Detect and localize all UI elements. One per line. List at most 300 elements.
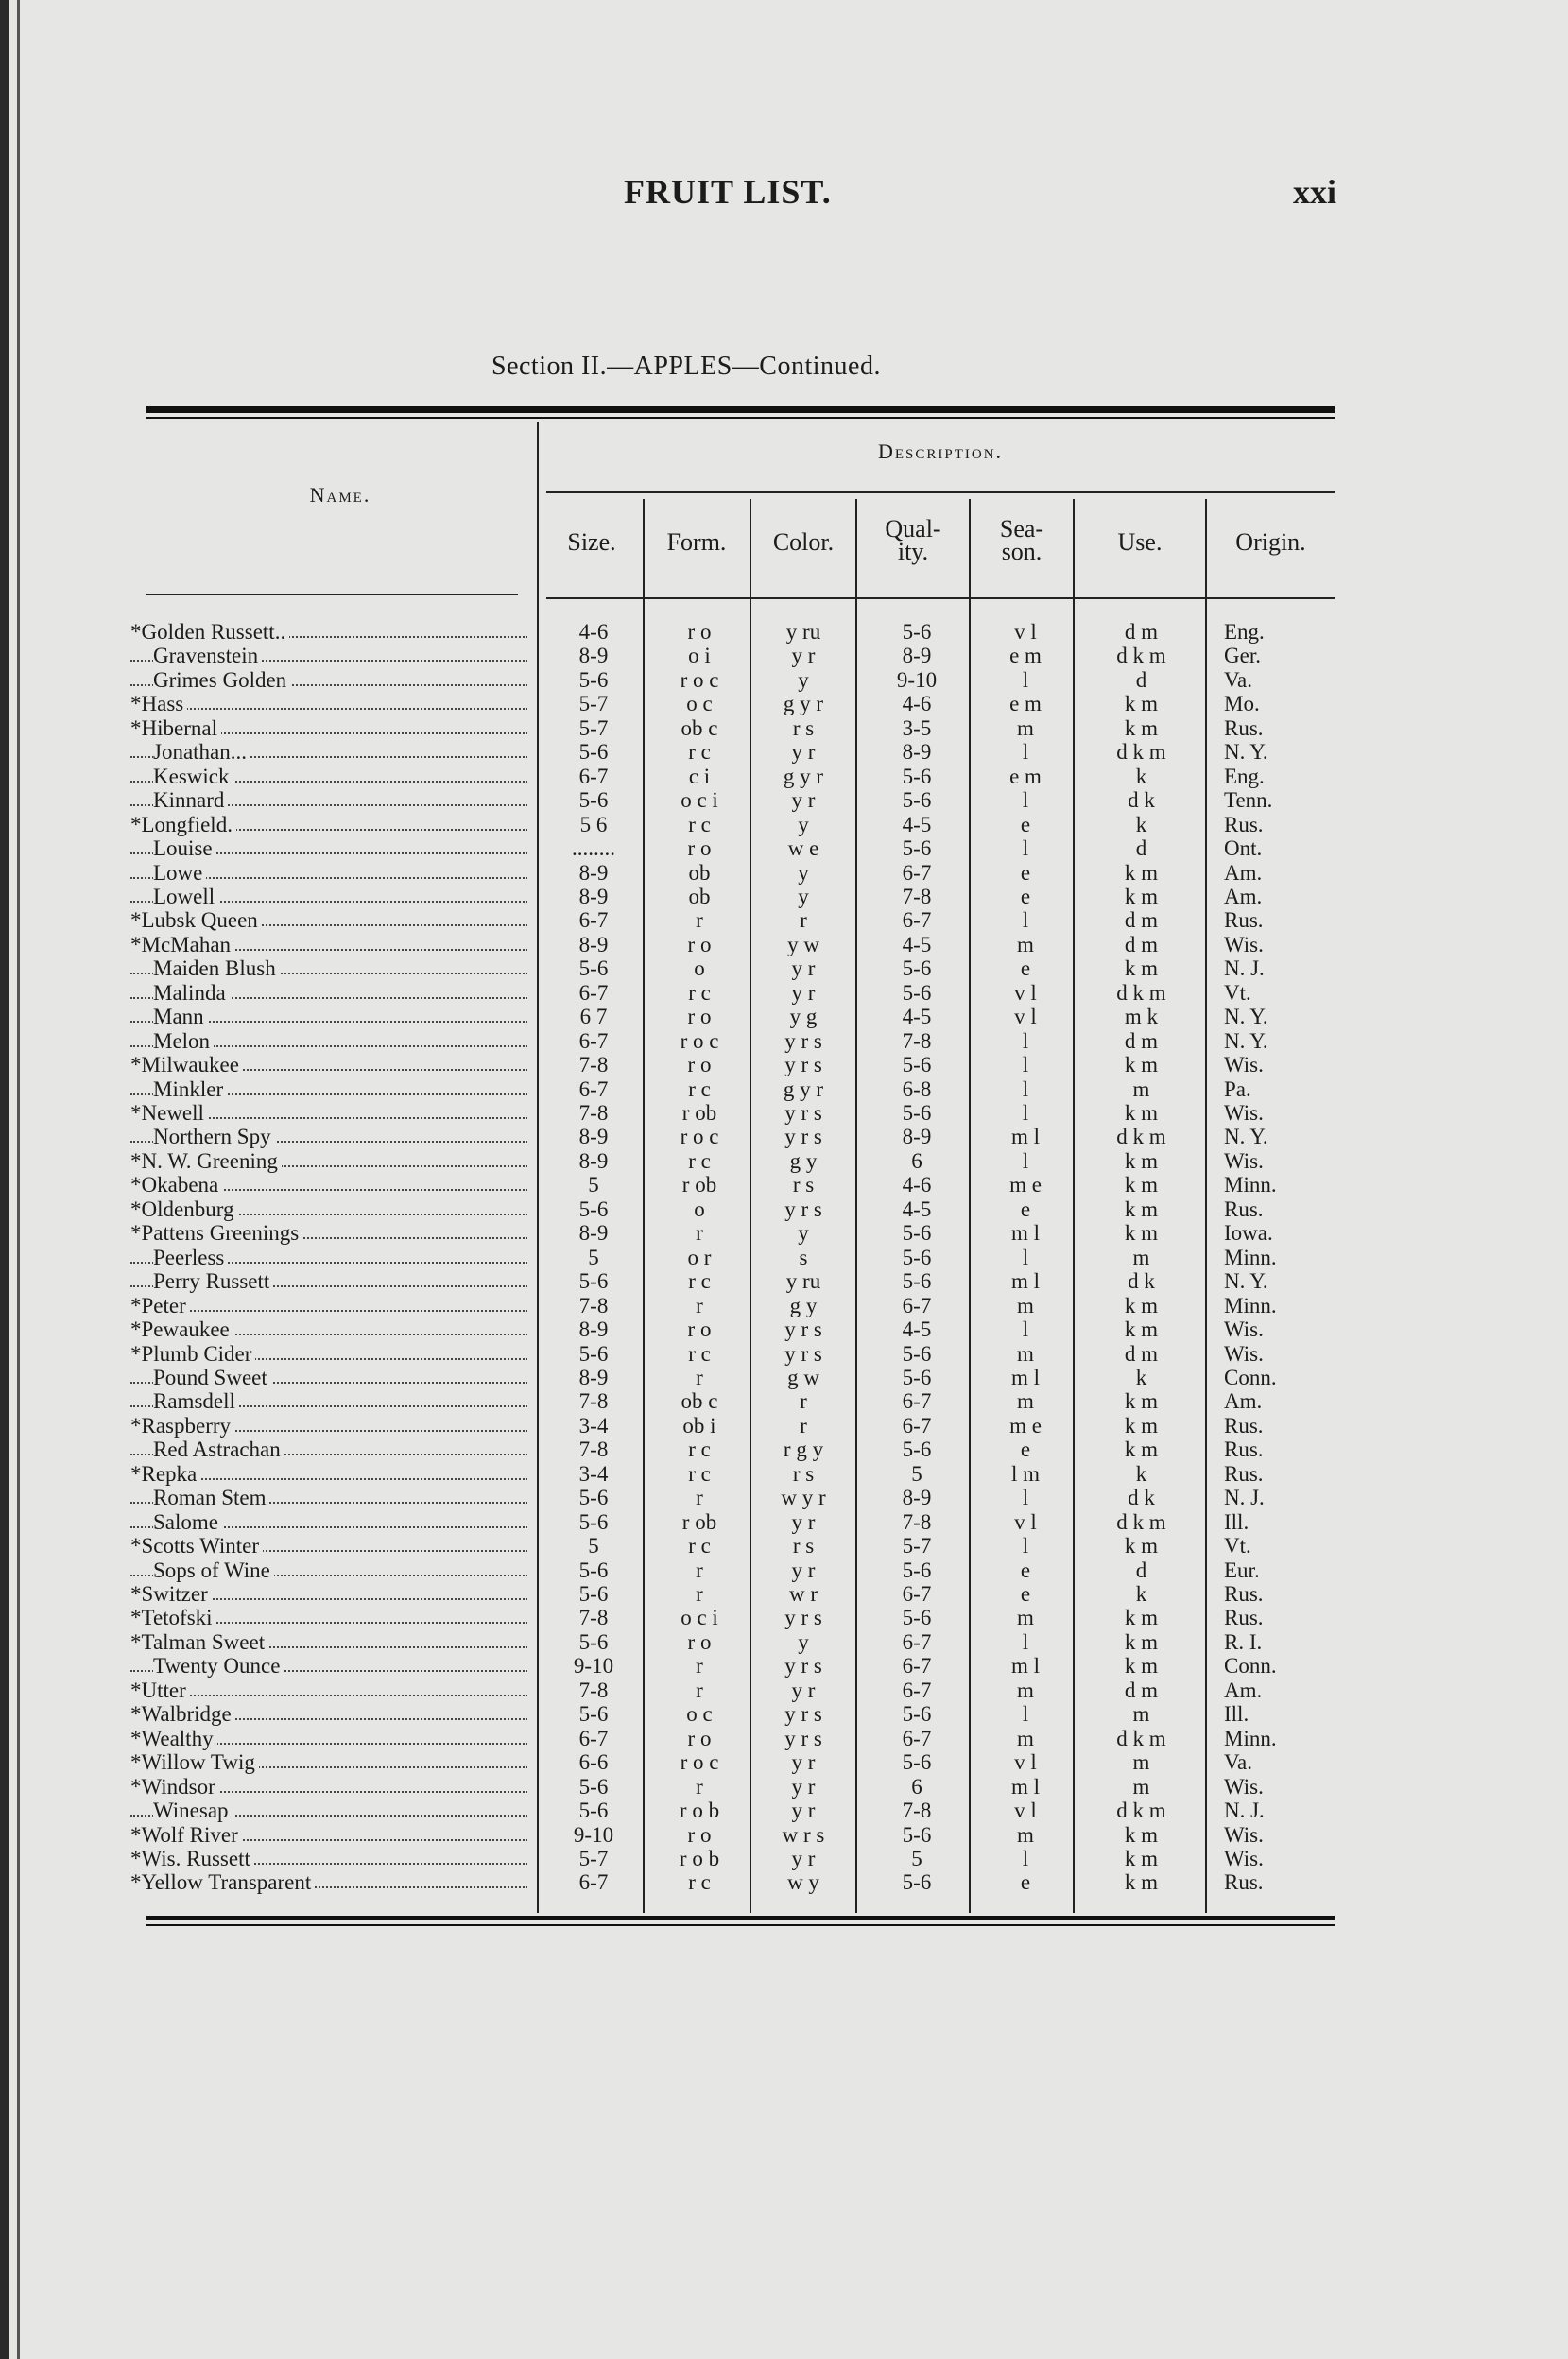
quality-cell: 4-5	[902, 812, 932, 836]
size-cell: 5	[588, 1245, 599, 1269]
origin-cell: R. I.	[1224, 1629, 1263, 1654]
size-cell: 8-9	[578, 1148, 609, 1173]
use-cell: d m	[1124, 1341, 1159, 1366]
use-cell: k m	[1124, 956, 1159, 981]
use-cell: k m	[1124, 1197, 1159, 1221]
origin-cell: Va.	[1224, 667, 1253, 692]
form-cell: r o	[687, 620, 712, 644]
use-cell: k m	[1124, 1606, 1159, 1630]
table-row	[0, 1269, 1568, 1293]
color-cell: y g	[789, 1005, 818, 1029]
table-row	[0, 1582, 1568, 1606]
color-cell: y	[798, 1221, 809, 1246]
use-cell: k m	[1124, 1629, 1159, 1654]
apple-name-text: Salome	[153, 1510, 222, 1534]
origin-cell: Mo.	[1224, 692, 1260, 716]
apple-name	[130, 1582, 527, 1606]
season-cell: l	[1022, 1629, 1029, 1654]
apple-name	[130, 1101, 527, 1125]
table-row	[0, 620, 1568, 644]
form-cell: r c	[688, 1461, 711, 1486]
season-cell: m e	[1009, 1413, 1042, 1438]
form-cell: r c	[688, 1341, 711, 1366]
apple-name	[130, 1438, 527, 1461]
apple-name	[130, 1173, 527, 1197]
apple-name-text: Sops of Wine	[153, 1558, 274, 1582]
color-cell: y r	[791, 1750, 816, 1775]
size-cell: 5-6	[578, 1509, 609, 1534]
use-cell: m k	[1124, 1005, 1159, 1029]
quality-cell: 5-6	[902, 1269, 932, 1294]
origin-cell: Am.	[1224, 884, 1263, 908]
form-cell: r ob	[681, 1101, 717, 1125]
apple-name	[130, 1799, 527, 1822]
color-cell: y r	[791, 740, 816, 765]
color-cell: r s	[792, 1173, 815, 1197]
form-cell: o c i	[681, 788, 718, 813]
size-cell: 5-6	[578, 1702, 609, 1727]
apple-name-text: *Talman Sweet	[130, 1630, 268, 1654]
use-cell: k m	[1124, 860, 1159, 885]
size-cell: 5-7	[578, 692, 609, 716]
size-cell: 7-8	[578, 1606, 609, 1630]
form-cell: r o	[687, 1005, 712, 1029]
use-cell: d m	[1124, 932, 1159, 956]
quality-cell: 4-6	[902, 1173, 932, 1197]
apple-name	[130, 1606, 527, 1629]
use-cell: k m	[1124, 1389, 1159, 1414]
origin-cell: Eng.	[1224, 764, 1265, 788]
table-row	[0, 861, 1568, 885]
apple-name-text: *Pewaukee	[130, 1317, 233, 1341]
apple-name-text: Red Astrachan	[153, 1438, 284, 1461]
origin-cell: Vt.	[1224, 980, 1251, 1005]
quality-cell: 5-6	[902, 1053, 932, 1077]
table-row	[0, 1294, 1568, 1317]
season-cell: v l	[1014, 980, 1037, 1005]
form-cell: ob	[688, 884, 711, 908]
size-cell: 5-7	[578, 1846, 609, 1870]
apple-name-text: Melon	[153, 1029, 214, 1053]
apple-name	[130, 908, 527, 932]
quality-cell: 5-6	[902, 1702, 932, 1727]
use-cell: k m	[1124, 715, 1159, 740]
origin-cell: N. Y.	[1224, 1269, 1268, 1294]
quality-cell: 5-6	[902, 1822, 932, 1847]
apple-name	[130, 1149, 527, 1173]
use-cell: k m	[1124, 884, 1159, 908]
use-cell: k m	[1124, 1534, 1159, 1558]
color-header: Color.	[772, 528, 835, 556]
color-cell: y r	[791, 980, 816, 1005]
apple-name	[130, 1221, 527, 1245]
origin-cell: Rus.	[1224, 1582, 1264, 1606]
season-cell: m l	[1010, 1269, 1041, 1294]
color-cell: y w	[787, 932, 819, 956]
apple-name	[130, 885, 527, 908]
size-cell: 8-9	[578, 1317, 609, 1342]
quality-cell: 6-8	[902, 1076, 932, 1101]
season-cell: l	[1022, 1101, 1029, 1125]
origin-cell: Wis.	[1224, 1317, 1264, 1342]
season-cell: l	[1022, 1148, 1029, 1173]
use-cell: k m	[1124, 1413, 1159, 1438]
apple-name-text: *Newell	[130, 1101, 208, 1125]
season-cell: l	[1022, 836, 1029, 861]
color-cell: y r s	[784, 1606, 822, 1630]
table-row	[0, 1799, 1568, 1822]
table-row	[0, 1366, 1568, 1389]
use-cell: k m	[1124, 1870, 1159, 1895]
season-cell: e	[1020, 884, 1031, 908]
table-row	[0, 1630, 1568, 1654]
form-cell: r c	[688, 980, 711, 1005]
size-cell: 5	[588, 1173, 599, 1197]
color-cell: r s	[792, 1534, 815, 1558]
use-cell: d k m	[1116, 1726, 1166, 1750]
table-row	[0, 1246, 1568, 1269]
size-cell: 4-6	[578, 620, 609, 644]
season-cell: e m	[1009, 692, 1042, 716]
table-top-thin-rule	[146, 417, 1335, 419]
origin-cell: Pa.	[1224, 1076, 1251, 1101]
size-cell: 6-7	[578, 908, 609, 933]
season-cell: v l	[1014, 1799, 1037, 1823]
table-row	[0, 788, 1568, 812]
apple-name	[130, 668, 527, 692]
size-cell: 3-4	[578, 1461, 609, 1486]
size-cell: 9-10	[573, 1654, 614, 1679]
table-row	[0, 1101, 1568, 1125]
form-cell: r o	[687, 1053, 712, 1077]
season-cell: l	[1022, 1846, 1029, 1870]
apple-name-text: Pound Sweet	[153, 1366, 271, 1389]
quality-cell: 5-6	[902, 1221, 932, 1246]
color-cell: y r s	[784, 1726, 822, 1750]
quality-cell: 5-6	[902, 1606, 932, 1630]
description-underline	[546, 491, 1335, 493]
origin-cell: Wis.	[1224, 1101, 1264, 1125]
quality-cell: 5-6	[902, 1870, 932, 1895]
form-cell: o r	[687, 1245, 712, 1269]
apple-name-text: Mann	[153, 1005, 208, 1028]
season-cell: m	[1017, 932, 1034, 956]
origin-cell: Eng.	[1224, 620, 1265, 644]
color-cell: y	[798, 860, 809, 885]
quality-cell: 6-7	[902, 1726, 932, 1750]
form-cell: r o c	[680, 1750, 719, 1775]
size-cell: 5-6	[578, 1629, 609, 1654]
use-cell: k	[1135, 764, 1147, 788]
origin-cell: N. J.	[1224, 1486, 1265, 1510]
origin-cell: Minn.	[1224, 1293, 1277, 1317]
apple-name-text: Peerless	[153, 1246, 228, 1269]
table-row	[0, 1847, 1568, 1870]
size-cell: 9-10	[573, 1822, 614, 1847]
table-row	[0, 1053, 1568, 1076]
size-cell: 7-8	[578, 1293, 609, 1317]
origin-cell: Wis.	[1224, 932, 1264, 956]
origin-cell: Ill.	[1224, 1702, 1249, 1727]
origin-cell: Rus.	[1224, 715, 1264, 740]
use-cell: k m	[1124, 1654, 1159, 1679]
apple-name-text: *Hibernal	[130, 716, 221, 740]
table-row	[0, 1173, 1568, 1197]
size-cell: 5-6	[578, 1486, 609, 1510]
form-cell: r	[696, 1678, 703, 1702]
quality-cell: 8-9	[902, 1486, 932, 1510]
use-cell: k	[1135, 1461, 1147, 1486]
use-cell: k	[1135, 812, 1147, 836]
origin-cell: N. J.	[1224, 1799, 1265, 1823]
origin-header: Origin.	[1235, 528, 1306, 556]
apple-name-text: *Lubsk Queen	[130, 908, 262, 932]
apple-name	[130, 1462, 527, 1486]
form-cell: r ob	[681, 1509, 717, 1534]
table-row	[0, 1775, 1568, 1799]
origin-cell: Rus.	[1224, 1461, 1264, 1486]
form-cell: r o c	[680, 1028, 719, 1053]
season-cell: e	[1020, 1870, 1031, 1895]
color-cell: y ru	[785, 620, 821, 644]
use-cell: k m	[1124, 1317, 1159, 1342]
color-cell: y ru	[785, 1269, 821, 1294]
color-cell: y r	[791, 1774, 816, 1799]
apple-name-text: *Wealthy	[130, 1727, 217, 1750]
table-row	[0, 885, 1568, 908]
color-cell: y r s	[784, 1317, 822, 1342]
color-cell: g y	[789, 1148, 818, 1173]
quality-cell: 8-9	[902, 1125, 932, 1149]
use-cell: d	[1135, 836, 1147, 861]
apple-name-text: Perry Russett	[153, 1269, 273, 1293]
quality-cell: 5-6	[902, 836, 932, 861]
quality-cell: 6-7	[902, 1629, 932, 1654]
season-cell: e	[1020, 1197, 1031, 1221]
color-cell: y	[798, 884, 809, 908]
use-cell: k m	[1124, 1293, 1159, 1317]
use-cell: m	[1132, 1774, 1150, 1799]
season-cell: e	[1020, 812, 1031, 836]
table-row	[0, 1510, 1568, 1534]
origin-cell: Tenn.	[1224, 788, 1273, 813]
table-row	[0, 1870, 1568, 1894]
quality-cell: 3-5	[902, 715, 932, 740]
season-cell: e	[1020, 1438, 1031, 1462]
origin-cell: Wis.	[1224, 1822, 1264, 1847]
season-cell: m	[1017, 1341, 1034, 1366]
table-row	[0, 1534, 1568, 1558]
form-cell: r	[696, 1293, 703, 1317]
color-cell: y r	[791, 1509, 816, 1534]
origin-cell: Wis.	[1224, 1774, 1264, 1799]
apple-name	[130, 1029, 527, 1053]
apple-name-text: Gravenstein	[153, 644, 262, 667]
form-cell: r c	[688, 812, 711, 836]
apple-name	[130, 716, 527, 740]
color-cell: w r	[788, 1582, 818, 1606]
apple-name	[130, 1630, 527, 1654]
form-cell: r o c	[680, 1125, 719, 1149]
size-cell: 5-7	[578, 715, 609, 740]
apple-name	[130, 644, 527, 667]
season-cell: l	[1022, 1076, 1029, 1101]
season-cell: l	[1022, 1534, 1029, 1558]
season-cell: l	[1022, 667, 1029, 692]
quality-cell: 7-8	[902, 1799, 932, 1823]
apple-name-text: Northern Spy	[153, 1125, 275, 1148]
quality-cell: 6	[911, 1148, 922, 1173]
apple-name	[130, 1246, 527, 1269]
origin-cell: Rus.	[1224, 1606, 1264, 1630]
table-row	[0, 1197, 1568, 1221]
size-cell: 5-6	[578, 1582, 609, 1606]
quality-cell: 4-5	[902, 1005, 932, 1029]
table-row	[0, 836, 1568, 860]
name-header-underline	[146, 594, 518, 595]
apple-name	[130, 1486, 527, 1509]
color-cell: g y r	[783, 764, 824, 788]
season-cell: l	[1022, 788, 1029, 813]
use-cell: k m	[1124, 1148, 1159, 1173]
table-row	[0, 813, 1568, 836]
apple-name-text: Malinda	[153, 981, 230, 1005]
season-cell: v l	[1014, 1509, 1037, 1534]
origin-cell: Rus.	[1224, 1870, 1264, 1895]
season-cell: l	[1022, 1028, 1029, 1053]
form-cell: r c	[688, 1076, 711, 1101]
use-cell: d k m	[1116, 980, 1166, 1005]
form-cell: r o b	[679, 1799, 720, 1823]
size-cell: 7-8	[578, 1053, 609, 1077]
use-cell: k	[1135, 1582, 1147, 1606]
apple-name-text: *Golden Russett..	[130, 620, 289, 644]
size-cell: 8-9	[578, 884, 609, 908]
use-cell: d m	[1124, 908, 1159, 933]
season-cell: v l	[1014, 620, 1037, 644]
apple-name	[130, 1077, 527, 1101]
use-cell: m	[1132, 1702, 1150, 1727]
apple-name	[130, 1125, 527, 1148]
size-cell: 5-6	[578, 667, 609, 692]
quality-cell: 6-7	[902, 1389, 932, 1414]
table-row	[0, 1389, 1568, 1413]
use-cell: k m	[1124, 1846, 1159, 1870]
apple-name-text: *Longfield.	[130, 813, 236, 836]
use-cell: d k m	[1116, 1509, 1166, 1534]
season-cell: v l	[1014, 1750, 1037, 1775]
color-cell: y r s	[784, 1053, 822, 1077]
use-cell: k m	[1124, 1053, 1159, 1077]
form-cell: r	[696, 908, 703, 933]
origin-cell: N. J.	[1224, 956, 1265, 981]
apple-name	[130, 1342, 527, 1366]
size-cell: 5-6	[578, 1799, 609, 1823]
apple-name-text: *N. W. Greening	[130, 1149, 282, 1173]
use-cell: m	[1132, 1750, 1150, 1775]
apple-name-text: *Willow Twig	[130, 1750, 259, 1774]
size-cell: 6-7	[578, 980, 609, 1005]
apple-name	[130, 956, 527, 980]
table-row	[0, 1317, 1568, 1341]
table-row	[0, 1750, 1568, 1774]
apple-name	[130, 1269, 527, 1293]
form-cell: o	[694, 1197, 705, 1221]
color-cell: y	[798, 667, 809, 692]
size-cell: 5-6	[578, 1558, 609, 1582]
apple-name-text: Lowe	[153, 861, 206, 885]
origin-cell: Eur.	[1224, 1558, 1260, 1582]
origin-cell: Minn.	[1224, 1245, 1277, 1269]
quality-cell: 6-7	[902, 908, 932, 933]
season-cell: l	[1022, 740, 1029, 765]
apple-name	[130, 1294, 527, 1317]
apple-name-text: Jonathan...	[153, 740, 250, 764]
form-cell: r c	[688, 740, 711, 765]
quality-cell: 5-6	[902, 1341, 932, 1366]
color-cell: y r s	[784, 1028, 822, 1053]
quality-cell: 6-7	[902, 1582, 932, 1606]
size-cell: 6-7	[578, 1076, 609, 1101]
season-cell: l	[1022, 1702, 1029, 1727]
origin-cell: Rus.	[1224, 1438, 1264, 1462]
quality-cell: 9-10	[896, 667, 938, 692]
page-number: xxi	[1293, 173, 1337, 211]
table-row	[0, 1005, 1568, 1028]
form-cell: r o b	[679, 1846, 720, 1870]
table-row	[0, 1486, 1568, 1509]
use-cell: d	[1135, 667, 1147, 692]
color-cell: y r	[791, 788, 816, 813]
season-cell: e	[1020, 1582, 1031, 1606]
color-cell: r s	[792, 715, 815, 740]
origin-cell: N. Y.	[1224, 1028, 1268, 1053]
apple-name	[130, 1702, 527, 1726]
season-cell: l	[1022, 1317, 1029, 1342]
color-cell: r	[800, 1413, 807, 1438]
color-cell: y r	[791, 644, 816, 668]
table-row	[0, 1414, 1568, 1438]
origin-cell: Am.	[1224, 1389, 1263, 1414]
apple-name-text: Kinnard	[153, 788, 228, 812]
quality-cell: 6-7	[902, 860, 932, 885]
form-cell: r o	[687, 836, 712, 861]
use-cell: d k m	[1116, 1125, 1166, 1149]
name-header: Name.	[309, 483, 371, 507]
table-row	[0, 956, 1568, 980]
color-cell: w y r	[781, 1486, 826, 1510]
form-cell: r o	[687, 932, 712, 956]
color-cell: y r	[791, 1558, 816, 1582]
table-row	[0, 981, 1568, 1005]
form-cell: r ob	[681, 1173, 717, 1197]
use-cell: d k m	[1116, 740, 1166, 765]
quality-cell: 5-6	[902, 1558, 932, 1582]
color-cell: y r s	[784, 1654, 822, 1679]
use-cell: d k	[1128, 788, 1155, 813]
quality-cell: 7-8	[902, 1509, 932, 1534]
table-bottom-rule	[146, 1916, 1335, 1920]
form-cell: o	[694, 956, 705, 981]
color-cell: y	[798, 1629, 809, 1654]
apple-name	[130, 981, 527, 1005]
size-cell: 6-7	[578, 1870, 609, 1895]
form-cell: r c	[688, 1870, 711, 1895]
form-cell: r	[696, 1654, 703, 1679]
season-cell: m	[1017, 1606, 1034, 1630]
origin-cell: Conn.	[1224, 1654, 1277, 1679]
use-cell: k m	[1124, 1101, 1159, 1125]
